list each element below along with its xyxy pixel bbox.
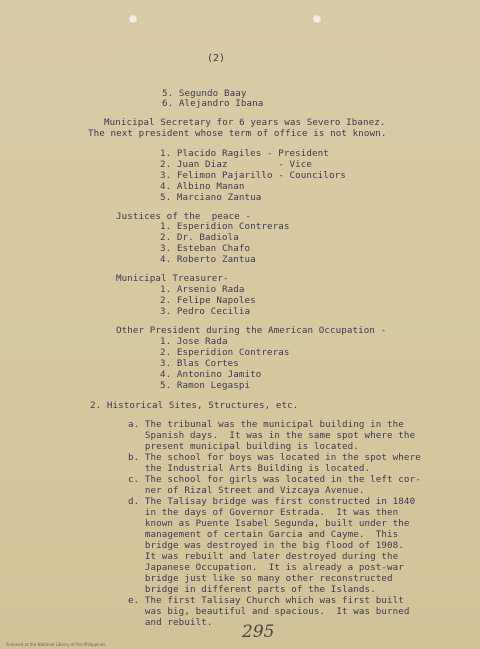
text-line: 2. Felipe Napoles bbox=[160, 295, 256, 306]
text-line: in the days of Governor Estrada. It was then bbox=[128, 507, 399, 518]
text-line: d. The Talisay bridge was first constructed in 1840 bbox=[128, 496, 416, 507]
text-line: Municipal Treasurer- bbox=[116, 273, 229, 284]
text-line: Spanish days. It was in the same spot where the bbox=[128, 430, 416, 441]
text-line: bridge in different parts of the Islands. bbox=[128, 584, 376, 595]
text-line: 2. Historical Sites, Structures, etc. bbox=[90, 400, 299, 411]
punch-hole bbox=[128, 14, 138, 24]
text-line: 1. Esperidion Contreras bbox=[160, 221, 290, 232]
text-line: bridge just like so many other reconstructed bbox=[128, 573, 393, 584]
text-line: 4. Albino Manan bbox=[160, 181, 245, 192]
text-line: Other President during the American Occupation - bbox=[116, 325, 387, 336]
text-line: a. The tribunal was the municipal building in the bbox=[128, 419, 404, 430]
text-line: It was rebuilt and later destroyed during the bbox=[128, 551, 399, 562]
text-line: 2. Juan Diaz - Vice bbox=[160, 159, 313, 170]
text-line: 5. Ramon Legaspi bbox=[160, 380, 251, 391]
text-line: 1. Arsenio Rada bbox=[160, 284, 245, 295]
text-line: Justices of the peace - bbox=[116, 211, 252, 222]
text-line: was big, beautiful and spacious. It was burned bbox=[128, 606, 410, 617]
text-line: 3. Blas Cortes bbox=[160, 358, 239, 369]
punch-hole bbox=[312, 14, 322, 24]
text-line: 6. Alejandro Ibana bbox=[162, 98, 264, 109]
text-line: 4. Antonino Jamito bbox=[160, 369, 262, 380]
text-line: and rebuilt. bbox=[128, 617, 213, 628]
text-line: 1. Jose Rada bbox=[160, 336, 228, 347]
text-line: 5. Marciano Zantua bbox=[160, 192, 262, 203]
text-line: 5. Segundo Baay bbox=[162, 88, 247, 99]
text-line: 3. Felimon Pajarillo - Councilors bbox=[160, 170, 346, 181]
text-line: management of certain Garcia and Cayme. This bbox=[128, 529, 399, 540]
text-line: Municipal Secretary for 6 years was Severo Ibanez. bbox=[104, 117, 386, 128]
handwritten-page-number: 295 bbox=[242, 622, 275, 642]
text-line: e. The first Talisay Church which was first built bbox=[128, 595, 404, 606]
text-line: 1. Placido Ragiles - President bbox=[160, 148, 329, 159]
page-marker: (2) bbox=[207, 53, 226, 64]
text-line: bridge was destroyed in the big flood of 1908. bbox=[128, 540, 404, 551]
text-line: known as Puente Isabel Segunda, built under the bbox=[128, 518, 410, 529]
text-line: b. The school for boys was located in the spot where bbox=[128, 452, 421, 463]
text-line: Japanese Occupation. It is already a post-war bbox=[128, 562, 404, 573]
scan-footer: Scanned at the National Library of the Philippines bbox=[6, 642, 106, 647]
text-line: ner of Rizal Street and Vizcaya Avenue. bbox=[128, 485, 365, 496]
text-line: 3. Pedro Cecilia bbox=[160, 306, 251, 317]
text-line: 4. Roberto Zantua bbox=[160, 254, 256, 265]
text-line: 2. Dr. Badiola bbox=[160, 232, 239, 243]
text-line: the Industrial Arts Building is located. bbox=[128, 463, 371, 474]
text-line: 2. Esperidion Contreras bbox=[160, 347, 290, 358]
text-line: The next president whose term of office is not known. bbox=[88, 128, 387, 139]
text-line: c. The school for girls was located in the left cor- bbox=[128, 474, 421, 485]
text-line: present municipal building is located. bbox=[128, 441, 359, 452]
text-line: 3. Esteban Chafo bbox=[160, 243, 251, 254]
